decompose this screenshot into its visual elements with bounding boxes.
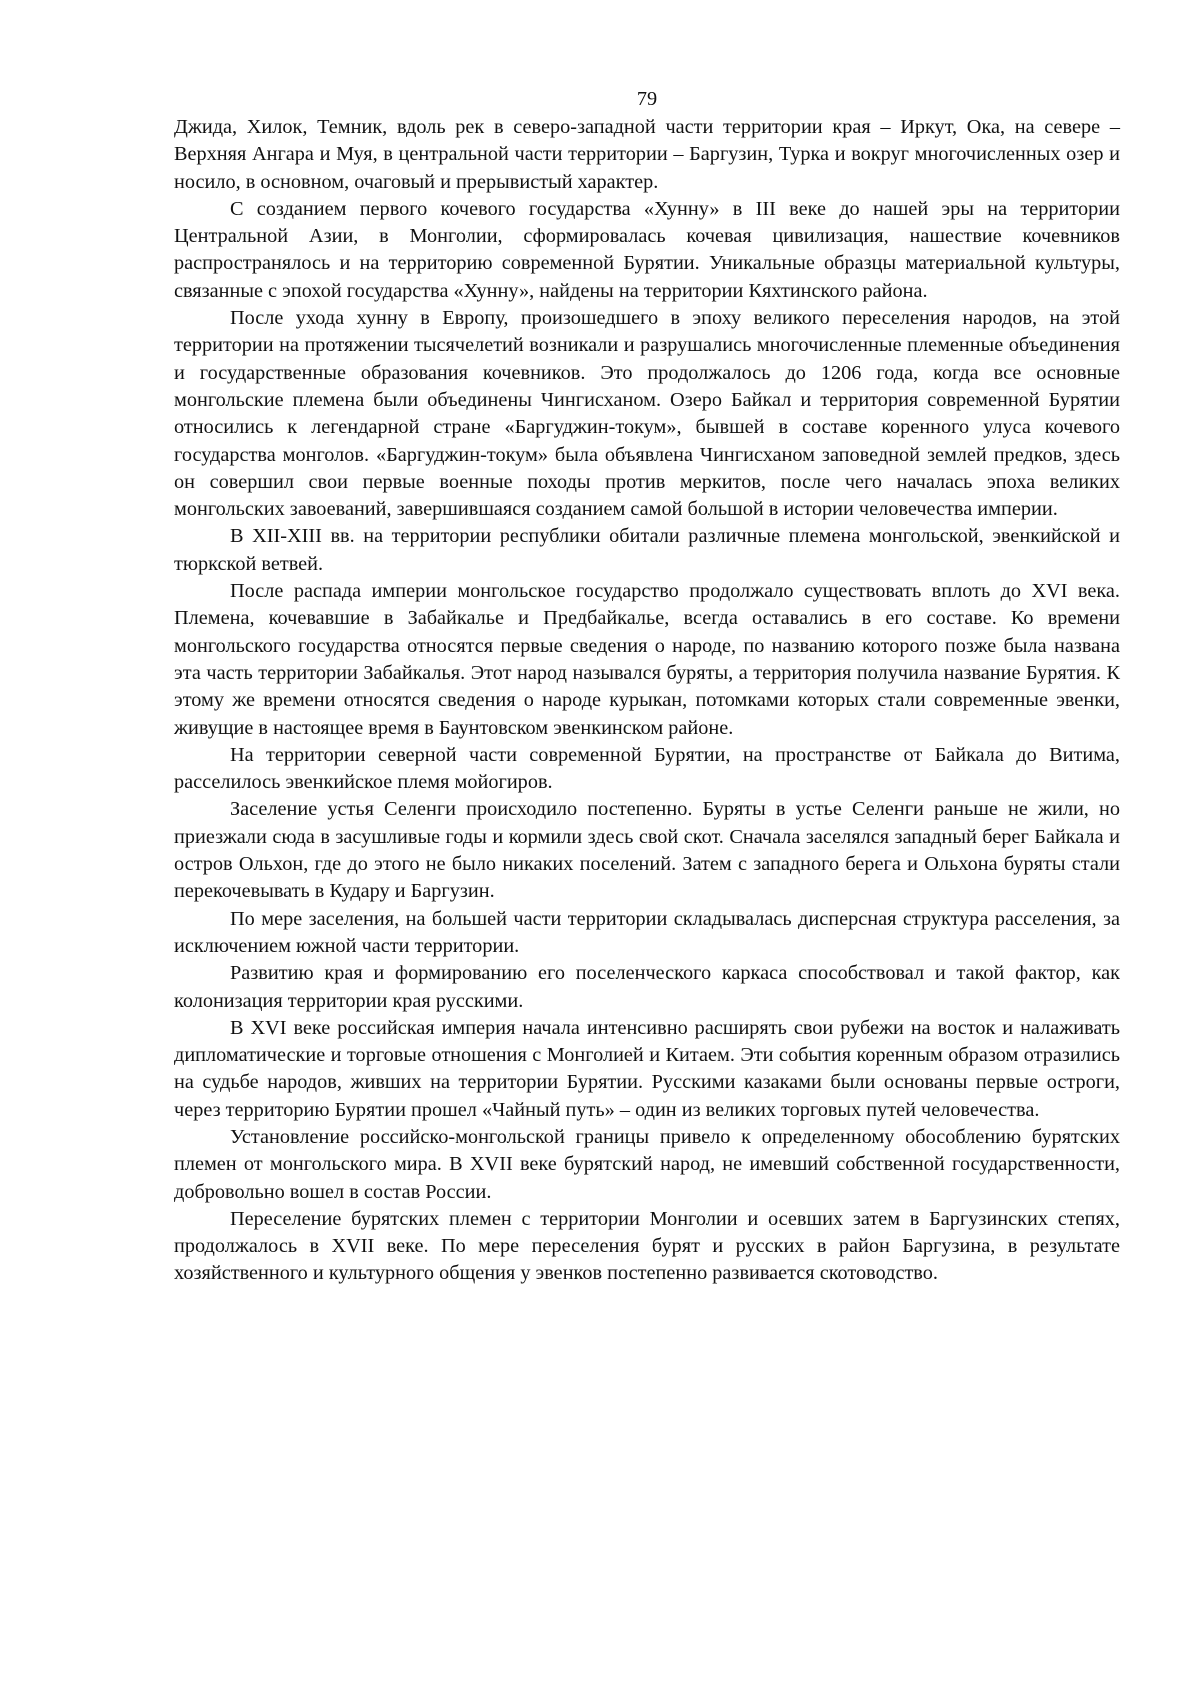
paragraph: В XII-XIII вв. на территории республики обитали различные племена монгольской, эвенкийской и тюркской ветвей. bbox=[174, 525, 1120, 575]
paragraph: По мере заселения, на большей части территории складывалась дисперсная структура расселения, за исключением южной части территории. bbox=[174, 907, 1120, 957]
paragraph: После распада империи монгольское государство продолжало существовать вплоть до XVI века. Племена, кочевавшие в Забайкалье и Предбайкалье, всегда оставались в его составе. Ко времени монгольского государства относятся первые сведения о народе, по названию которого позже была названа эта часть территории Забайкалья. Этот народ назывался буряты, а территория получила название Бурятия. К этому же времени относятся сведения о народе курыкан, потомками которых стали современные эвенки, живущие в настоящее время в Баунтовском эвенкинском районе. bbox=[174, 580, 1120, 739]
paragraph: Заселение устья Селенги происходило постепенно. Буряты в устье Селенги раньше не жили, но приезжали сюда в засушливые годы и кормили здесь свой скот. Сначала заселялся западный берег Байкала и остров Ольхон, где до этого не было никаких поселений. Затем с западного берега и Ольхона буряты стали перекочевывать в Кудару и Баргузин. bbox=[174, 798, 1120, 903]
paragraph: С созданием первого кочевого государства «Хунну» в III веке до нашей эры на территории Центральной Азии, в Монголии, сформировалась кочевая цивилизация, нашествие кочевников распространялось и на территорию современной Бурятии. Уникальные образцы материальной культуры, связанные с эпохой государства «Хунну», найдены на территории Кяхтинского района. bbox=[174, 197, 1120, 302]
paragraph: После ухода хунну в Европу, произошедшего в эпоху великого переселения народов, на этой территории на протяжении тысячелетий возникали и разрушались многочисленные племенные объединения и государственные образования кочевников. Это продолжалось до 1206 года, когда все основные монгольские племена были объединены Чингисханом. Озеро Байкал и территория современной Бурятии относились к легендарной стране «Баргуджин-токум», бывшей в составе коренного улуса кочевого государства монголов. «Баргуджин-токум» была объявлена Чингисханом заповедной землей предков, здесь он совершил свои первые военные походы против меркитов, после чего началась эпоха великих монгольских завоеваний, завершившаяся созданием самой большой в истории человечества империи. bbox=[174, 307, 1120, 521]
paragraph: Переселение бурятских племен с территории Монголии и осевших затем в Баргузинских степях, продолжалось в XVII веке. По мере переселения бурят и русских в район Баргузина, в результате хозяйственного и культурного общения у эвенков постепенно развивается скотоводство. bbox=[174, 1207, 1120, 1285]
document-page bbox=[174, 86, 1120, 1288]
paragraph: Джида, Хилок, Темник, вдоль рек в северо-западной части территории края – Иркут, Ока, на севере – Верхняя Ангара и Муя, в центральной части территории – Баргузин, Турка и вокруг многочисленных озер и носило, в основном, очаговый и прерывистый характер. bbox=[174, 116, 1120, 193]
paragraph: На территории северной части современной Бурятии, на пространстве от Байкала до Витима, расселилось эвенкийское племя мойогиров. bbox=[174, 743, 1120, 794]
page-number: 79 bbox=[636, 88, 658, 110]
paragraph: Развитию края и формированию его поселенческого каркаса способствовал и такой фактор, как колонизация территории края русскими. bbox=[174, 962, 1120, 1012]
paragraph: Установление российско-монгольской границы привело к определенному обособлению бурятских племен от монгольского мира. В XVII веке бурятский народ, не имевший собственной государственности, добровольно вошел в состав России. bbox=[174, 1125, 1120, 1203]
paragraph: В XVI веке российская империя начала интенсивно расширять свои рубежи на восток и налаживать дипломатические и торговые отношения с Монголией и Китаем. Эти события коренным образом отразились на судьбе народов, живших на территории Бурятии. Русскими казаками были основаны первые остроги, через территорию Бурятии прошел «Чайный путь» – один из великих торговых путей человечества. bbox=[174, 1016, 1120, 1121]
